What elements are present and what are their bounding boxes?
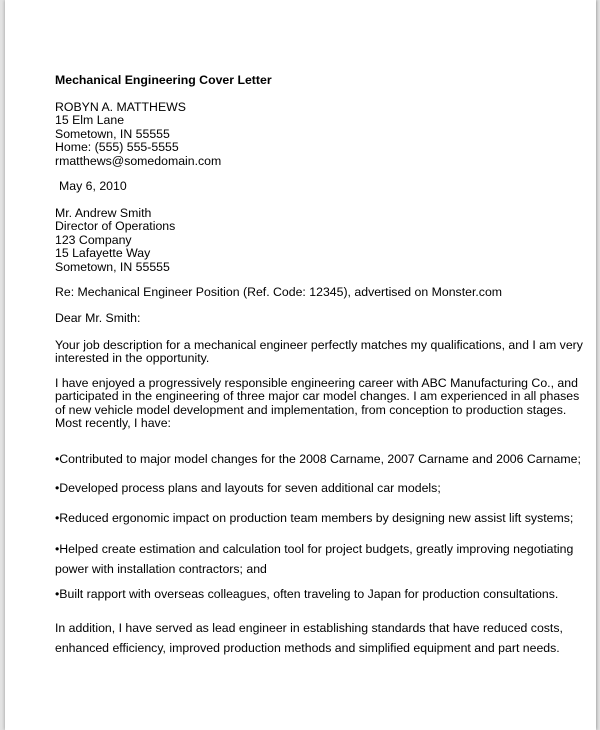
paragraph-line: In addition, I have served as lead engineer in establishing standards that have reduced costs, — [55, 621, 563, 635]
sender-name: ROBYN A. MATTHEWS — [55, 100, 186, 114]
paragraph-line: interested in the opportunity. — [55, 351, 210, 366]
letter-date: May 6, 2010 — [59, 179, 127, 193]
sender-street: 15 Elm Lane — [55, 113, 125, 128]
paragraph-experience — [55, 376, 580, 431]
salutation: Dear Mr. Smith: — [55, 311, 141, 325]
paragraph-line: Most recently, I have: — [55, 416, 171, 431]
bullet-item — [55, 540, 573, 579]
recipient-title: Director of Operations — [55, 219, 176, 234]
bullet-line: •Helped create estimation and calculation tool for project budgets, greatly improving negotiating — [55, 542, 574, 556]
paragraph-line: participated in the engineering of three major car model changes. I am experienced in all phases — [55, 389, 580, 404]
paragraph-intro — [55, 338, 583, 366]
bullet-item: •Built rapport with overseas colleagues, often traveling to Japan for production consultations. — [55, 587, 559, 601]
paragraph-line: of new vehicle model development and implementation, from conception to production stages. — [55, 402, 567, 417]
bullet-item: •Reduced ergonomic impact on production team members by designing new assist lift systems; — [55, 511, 574, 525]
paragraph-line: I have enjoyed a progressively responsible engineering career with ABC Manufacturing Co., and — [55, 376, 578, 390]
document-page — [5, 0, 596, 730]
recipient-address-block — [55, 207, 175, 274]
bullet-item: •Contributed to major model changes for the 2008 Carname, 2007 Carname and 2006 Carname; — [55, 452, 581, 466]
sender-address-block — [55, 101, 221, 168]
sender-phone: Home: (555) 555-5555 — [55, 140, 179, 155]
recipient-company: 123 Company — [55, 232, 132, 247]
document-title: Mechanical Engineering Cover Letter — [55, 73, 272, 87]
reference-line: Re: Mechanical Engineer Position (Ref. Code: 12345), advertised on Monster.com — [55, 285, 503, 299]
recipient-street: 15 Lafayette Way — [55, 246, 151, 261]
sender-email: rmatthews@somedomain.com — [55, 153, 222, 168]
bullet-line: power with installation contractors; and — [55, 561, 267, 576]
sender-city: Sometown, IN 55555 — [55, 126, 170, 141]
recipient-city: Sometown, IN 55555 — [55, 259, 170, 274]
paragraph-line: Your job description for a mechanical engineer perfectly matches my qualifications, and I am very — [55, 338, 583, 352]
bullet-item: •Developed process plans and layouts for seven additional car models; — [55, 481, 441, 495]
recipient-name: Mr. Andrew Smith — [55, 206, 152, 220]
paragraph-line: enhanced efficiency, improved production methods and simplified equipment and part needs. — [55, 640, 560, 655]
paragraph-additional — [55, 619, 563, 658]
